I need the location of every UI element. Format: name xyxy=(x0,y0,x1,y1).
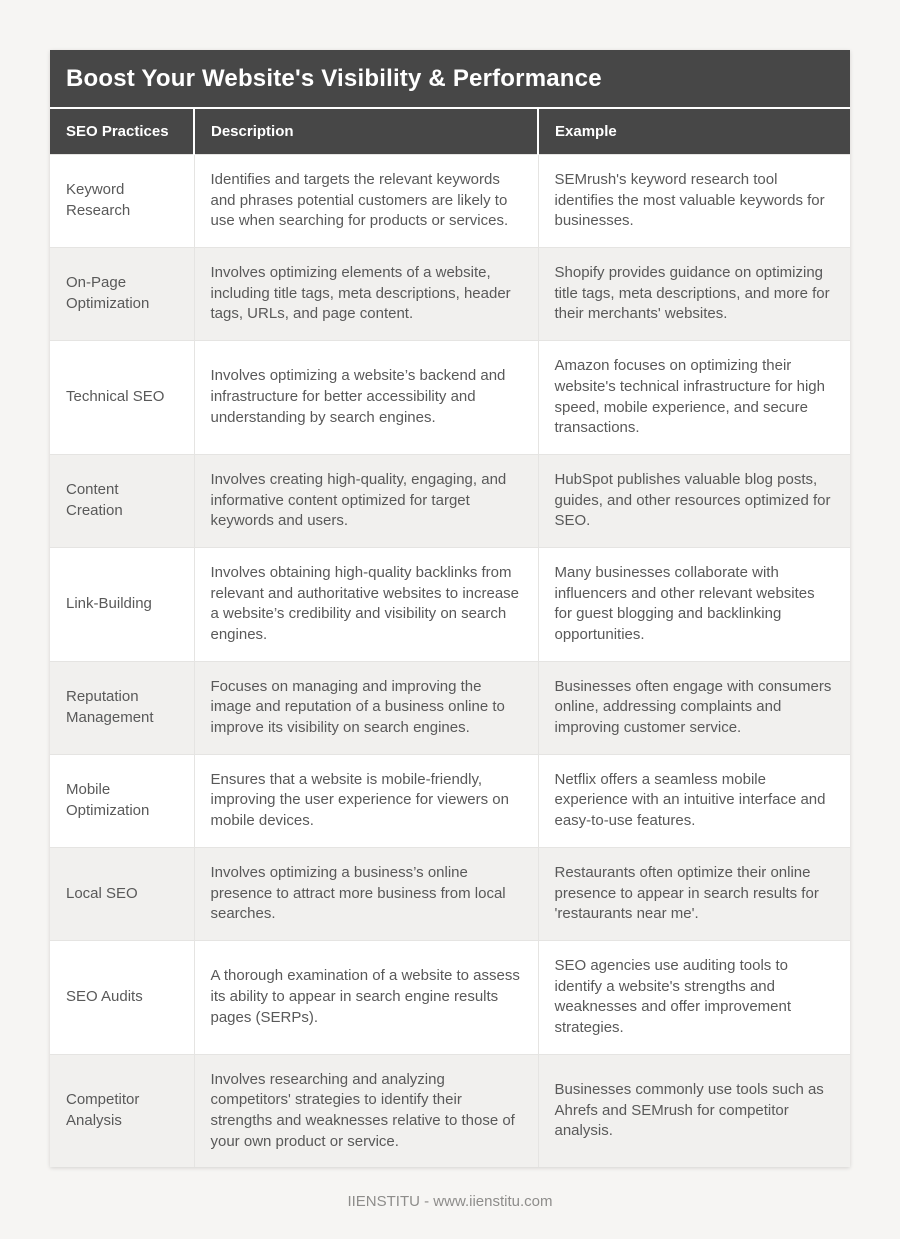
table-row xyxy=(50,847,850,940)
cell-seo-practice: Competitor Analysis xyxy=(50,1054,194,1167)
cell-seo-practice: On-Page Optimization xyxy=(50,248,194,341)
cell-example: Businesses commonly use tools such as Ahrefs and SEMrush for competitor analysis. xyxy=(538,1054,850,1167)
table-body xyxy=(50,155,850,1168)
table-row xyxy=(50,155,850,248)
seo-practices-table xyxy=(50,109,850,1167)
cell-description: Involves optimizing elements of a website, including title tags, meta descriptions, header tags, URLs, and page content. xyxy=(194,248,538,341)
cell-description: Involves researching and analyzing competitors' strategies to identify their strengths and weaknesses relative to those of your own product or service. xyxy=(194,1054,538,1167)
cell-description: Involves optimizing a website’s backend and infrastructure for better accessibility and understanding by search engines. xyxy=(194,341,538,455)
content-card xyxy=(50,50,850,1167)
table-row xyxy=(50,547,850,661)
cell-example: HubSpot publishes valuable blog posts, guides, and other resources optimized for SEO. xyxy=(538,454,850,547)
table-row xyxy=(50,754,850,847)
column-header-example: Example xyxy=(538,109,850,155)
cell-description: Involves optimizing a business’s online presence to attract more business from local searches. xyxy=(194,847,538,940)
cell-seo-practice: SEO Audits xyxy=(50,940,194,1054)
cell-seo-practice: Technical SEO xyxy=(50,341,194,455)
table-row xyxy=(50,341,850,455)
cell-example: Amazon focuses on optimizing their website's technical infrastructure for high speed, mobile experience, and secure transactions. xyxy=(538,341,850,455)
cell-description: Involves obtaining high-quality backlinks from relevant and authoritative websites to increase a website’s credibility and visibility on search engines. xyxy=(194,547,538,661)
cell-example: SEO agencies use auditing tools to identify a website's strengths and weaknesses and offer improvement strategies. xyxy=(538,940,850,1054)
table-row xyxy=(50,454,850,547)
cell-example: Businesses often engage with consumers online, addressing complaints and improving customer service. xyxy=(538,661,850,754)
column-header-row xyxy=(50,109,850,155)
cell-example: SEMrush's keyword research tool identifies the most valuable keywords for businesses. xyxy=(538,155,850,248)
cell-example: Netflix offers a seamless mobile experience with an intuitive interface and easy-to-use features. xyxy=(538,754,850,847)
cell-description: Focuses on managing and improving the image and reputation of a business online to improve its visibility on search engines. xyxy=(194,661,538,754)
table-header xyxy=(50,109,850,155)
cell-description: A thorough examination of a website to assess its ability to appear in search engine results pages (SERPs). xyxy=(194,940,538,1054)
cell-seo-practice: Reputation Management xyxy=(50,661,194,754)
cell-seo-practice: Mobile Optimization xyxy=(50,754,194,847)
page-title: Boost Your Website's Visibility & Performance xyxy=(50,50,850,109)
column-header-description: Description xyxy=(194,109,538,155)
cell-description: Identifies and targets the relevant keywords and phrases potential customers are likely to use when searching for products or services. xyxy=(194,155,538,248)
cell-example: Many businesses collaborate with influencers and other relevant websites for guest blogging and backlinking opportunities. xyxy=(538,547,850,661)
cell-description: Ensures that a website is mobile-friendly, improving the user experience for viewers on mobile devices. xyxy=(194,754,538,847)
footer-site-link[interactable]: IIENSTITU - www.iienstitu.com xyxy=(347,1193,553,1211)
table-row xyxy=(50,940,850,1054)
cell-seo-practice: Keyword Research xyxy=(50,155,194,248)
table-row xyxy=(50,1054,850,1167)
footer xyxy=(50,1167,850,1239)
cell-example: Restaurants often optimize their online presence to appear in search results for 'restaurants near me'. xyxy=(538,847,850,940)
cell-description: Involves creating high-quality, engaging, and informative content optimized for target keywords and users. xyxy=(194,454,538,547)
cell-seo-practice: Content Creation xyxy=(50,454,194,547)
table-row xyxy=(50,248,850,341)
cell-example: Shopify provides guidance on optimizing title tags, meta descriptions, and more for their merchants' websites. xyxy=(538,248,850,341)
cell-seo-practice: Link-Building xyxy=(50,547,194,661)
table-row xyxy=(50,661,850,754)
column-header-seo-practices: SEO Practices xyxy=(50,109,194,155)
cell-seo-practice: Local SEO xyxy=(50,847,194,940)
